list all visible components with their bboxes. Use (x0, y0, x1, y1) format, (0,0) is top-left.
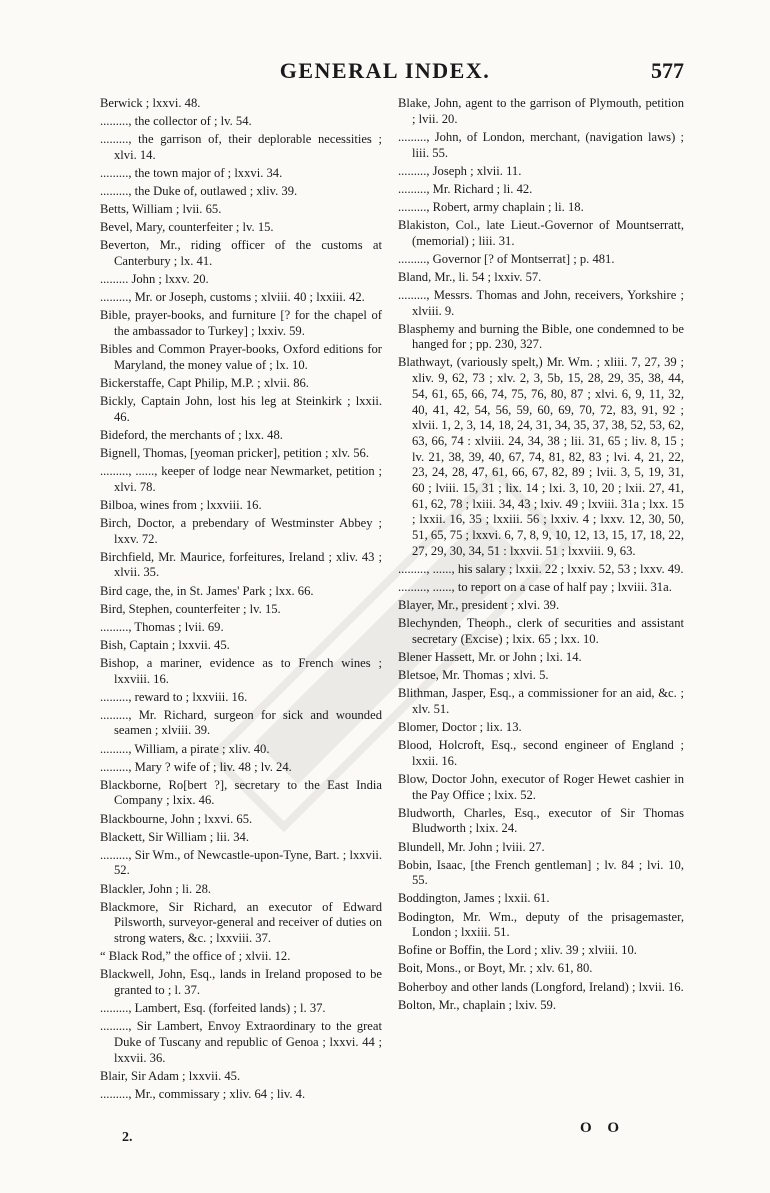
index-entry: Bickerstaffe, Capt Philip, M.P. ; xlvii. 86. (100, 375, 309, 390)
index-entry: ........., Thomas ; lvii. 69. (100, 619, 224, 634)
index-entry: Blake, John, agent to the garrison of Plymouth, petition ; lvii. 20. (398, 96, 684, 126)
index-entry: Bland, Mr., li. 54 ; lxxiv. 57. (398, 269, 542, 284)
index-entry: Blackborne, Ro[bert ?], secretary to the East India Company ; lxix. 46. (100, 777, 382, 808)
index-column-right (398, 96, 684, 1016)
index-entry: ........., Mr. or Joseph, customs ; xlviii. 40 ; lxxiii. 42. (100, 290, 365, 305)
index-entry: Birchfield, Mr. Maurice, forfeitures, Ireland ; xliv. 43 ; xlvii. 35. (100, 549, 382, 580)
index-entry: ........., ......, to report on a case of half pay ; lxviii. 31a. (398, 580, 672, 595)
index-entry: Blundell, Mr. John ; lviii. 27. (398, 839, 545, 854)
index-entry: ........., the Duke of, outlawed ; xliv. 39. (100, 184, 298, 199)
signature-mark: 2. (122, 1130, 133, 1145)
index-entry: ........., John, of London, merchant, (navigation laws) ; liii. 55. (398, 129, 684, 160)
index-entry: ........., the garrison of, their deplorable necessities ; xlvi. 14. (100, 132, 382, 162)
index-entry: Blakiston, Col., late Lieut.-Governor of Mountserratt, (memorial) ; liii. 31. (398, 217, 684, 248)
index-entry: ......... John ; lxxv. 20. (100, 272, 209, 287)
page-header (0, 58, 770, 88)
index-entry: ........., Lambert, Esq. (forfeited lands) ; l. 37. (100, 1001, 326, 1016)
index-entry: Bible, prayer-books, and furniture [? for the chapel of the ambassador to Turkey] ; lxxiv. 59. (100, 308, 382, 339)
index-entry: Beverton, Mr., riding officer of the customs at Canterbury ; lx. 41. (100, 238, 382, 269)
index-entry: ........., the town major of ; lxxvi. 34. (100, 165, 283, 180)
index-entry: Bishop, a mariner, evidence as to French wines ; lxxviii. 16. (100, 655, 382, 686)
index-entry: ........., Mary ? wife of ; liv. 48 ; lv. 24. (100, 759, 292, 774)
index-entry: ........., the collector of ; lv. 54. (100, 114, 252, 129)
index-entry: Blackler, John ; li. 28. (100, 881, 212, 896)
index-entry: Bickly, Captain John, lost his leg at Steinkirk ; lxxii. 46. (100, 394, 382, 424)
page-title: GENERAL INDEX. (279, 58, 491, 83)
index-entry: Blasphemy and burning the Bible, one condemned to be hanged for ; pp. 230, 327. (398, 321, 684, 352)
catchword: O O (580, 1120, 626, 1136)
index-entry: Bideford, the merchants of ; lxx. 48. (100, 427, 283, 442)
index-entry: ........., William, a pirate ; xliv. 40. (100, 741, 270, 756)
index-entry: Blackmore, Sir Richard, an executor of Edward Pilsworth, surveyor-general and receiver of duties on strong waters, &c. ; lxxviii. 37. (100, 899, 382, 946)
index-entry: Boherboy and other lands (Longford, Ireland) ; lxvii. 16. (398, 979, 684, 994)
index-entry: Blathwayt, (variously spelt,) Mr. Wm. ; xliii. 7, 27, 39 ; xliv. 9, 62, 73 ; xlv. 2, 3, 5b, 15, 28, 29, 35, 38, 44, 54, 61, 65, 66, 74, 75, 76, 80, 87 ; xlvi. 6, 9, 11, 32, 40, 41, 42, 54, 56, 59, 60, 69, 70, 72, 83, 91, 92 ; xlvii. 1, 2, 3, 14, 18, 24, 31, 34, 35, 37, 38, 52, 53, 62, 63, 66, 74 : xlviii. 24, 34, 38 ; lii. 31, 65 ; liv. 8, 15 ; lv. 21, 38, 39, 40, 67, 74, 81, 82, 83 ; lvi. 4, 21, 22, 23, 24, 28, 47, 61, 66, 67, 82, 89 ; lvii. 3, 5, 19, 31, 60 ; lviii. 15, 31 ; lix. 14 ; lxi. 3, 10, 20 ; lxii. 27, 41, 61, 62, 78 ; lxiii. 34, 43 ; lxiv. 49 ; lxviii. 31a ; lxx. 15 ; lxxii. 16, 35 ; lxxiii. 56 ; lxxiv. 4 ; lxxv. 12, 30, 50, 51, 65, 75 ; lxxvi. 6, 7, 8, 9, 10, 12, 13, 15, 17, 18, 22, 27, 29, 30, 34, 51 : lxxvii. 51 ; lxxviii. 9, 63. (398, 355, 684, 558)
index-entry: Berwick ; lxxvi. 48. (100, 96, 201, 110)
index-entry: ........., Robert, army chaplain ; li. 18. (398, 199, 584, 214)
index-entry: Bevel, Mary, counterfeiter ; lv. 15. (100, 220, 274, 235)
index-entry: “ Black Rod,” the office of ; xlvii. 12. (100, 949, 291, 964)
index-entry: Boddington, James ; lxxii. 61. (398, 891, 550, 906)
index-entry: Blair, Sir Adam ; lxxvii. 45. (100, 1068, 241, 1083)
index-entry: Bilboa, wines from ; lxxviii. 16. (100, 497, 262, 512)
index-entry: Bodington, Mr. Wm., deputy of the prisagemaster, London ; lxxiii. 51. (398, 909, 684, 940)
index-entry: Bletsoe, Mr. Thomas ; xlvi. 5. (398, 668, 549, 683)
index-entry: ........., ......, keeper of lodge near Newmarket, petition ; xlvi. 78. (100, 464, 382, 494)
index-entry: ........., Sir Lambert, Envoy Extraordinary to the great Duke of Tuscany and republic of Genoa ; lxxvi. 44 ; lxxvii. 36. (100, 1019, 382, 1065)
index-entry: Bird, Stephen, counterfeiter ; lv. 15. (100, 601, 281, 616)
index-entry: Blackwell, John, Esq., lands in Ireland proposed to be granted to ; l. 37. (100, 967, 382, 997)
page-number: 577 (651, 58, 684, 83)
index-entry: ........., Governor [? of Montserrat] ; p. 481. (398, 251, 615, 266)
index-entry: Bibles and Common Prayer-books, Oxford editions for Maryland, the money value of ; lx. 10. (100, 342, 382, 372)
index-entry: Blithman, Jasper, Esq., a commissioner for an aid, &c. ; xlv. 51. (398, 686, 684, 716)
index-entry: Betts, William ; lvii. 65. (100, 202, 222, 217)
index-entry: Blener Hassett, Mr. or John ; lxi. 14. (398, 650, 582, 665)
index-entry: ........., reward to ; lxxviii. 16. (100, 689, 248, 704)
index-entry: Boit, Mons., or Boyt, Mr. ; xlv. 61, 80. (398, 961, 593, 976)
index-entry: ........., Sir Wm., of Newcastle-upon-Tyne, Bart. ; lxxvii. 52. (100, 847, 382, 878)
index-entry: ........., Joseph ; xlvii. 11. (398, 163, 522, 178)
index-entry: ........., Mr., commissary ; xliv. 64 ; liv. 4. (100, 1086, 306, 1101)
index-entry: Blayer, Mr., president ; xlvi. 39. (398, 598, 560, 613)
index-entry: Bludworth, Charles, Esq., executor of Sir Thomas Bludworth ; lxix. 24. (398, 805, 684, 836)
index-entry: Blackbourne, John ; lxxvi. 65. (100, 811, 253, 826)
index-entry: Blechynden, Theoph., clerk of securities and assistant secretary (Excise) ; lxix. 65 ; lxx. 10. (398, 616, 684, 646)
index-entry: ........., Mr. Richard, surgeon for sick and wounded seamen ; xlviii. 39. (100, 707, 382, 738)
index-entry: Bignell, Thomas, [yeoman pricker], petition ; xlv. 56. (100, 445, 369, 460)
index-entry: ........., ......, his salary ; lxxii. 22 ; lxxiv. 52, 53 ; lxxv. 49. (398, 561, 684, 576)
index-entry: ........., Messrs. Thomas and John, receivers, Yorkshire ; xlviii. 9. (398, 287, 684, 318)
index-column-left (100, 96, 382, 1105)
index-entry: Birch, Doctor, a prebendary of Westminster Abbey ; lxxv. 72. (100, 515, 382, 546)
index-entry: Blood, Holcroft, Esq., second engineer of England ; lxxii. 16. (398, 738, 684, 768)
index-entry: ........., Mr. Richard ; li. 42. (398, 181, 533, 196)
index-entry: Blomer, Doctor ; lix. 13. (398, 720, 522, 735)
index-entry: Bobin, Isaac, [the French gentleman] ; lv. 84 ; lvi. 10, 55. (398, 857, 684, 888)
index-entry: Bolton, Mr., chaplain ; lxiv. 59. (398, 997, 556, 1012)
index-entry: Blow, Doctor John, executor of Roger Hewet cashier in the Pay Office ; lxix. 52. (398, 771, 684, 802)
index-entry: Bird cage, the, in St. James' Park ; lxx. 66. (100, 583, 314, 598)
index-entry: Bofine or Boffin, the Lord ; xliv. 39 ; xlviii. 10. (398, 943, 637, 958)
index-entry: Blackett, Sir William ; lii. 34. (100, 829, 249, 844)
index-entry: Bish, Captain ; lxxvii. 45. (100, 637, 230, 652)
